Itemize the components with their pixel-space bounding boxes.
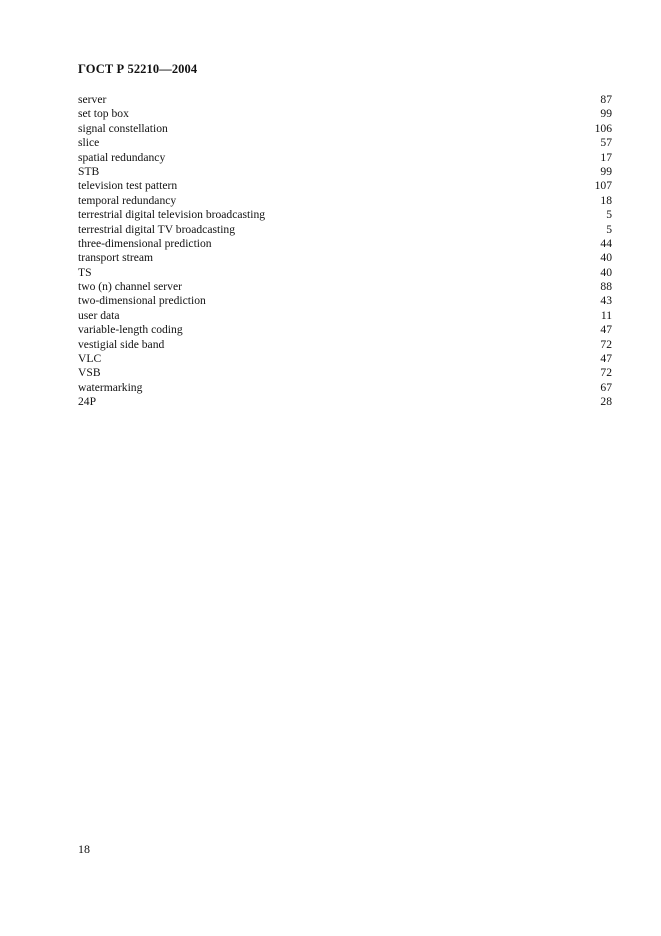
index-entry xyxy=(78,208,612,222)
index-term: user data xyxy=(78,308,120,322)
index-term: watermarking xyxy=(78,380,143,394)
index-entry xyxy=(78,280,612,294)
index-term: spatial redundancy xyxy=(78,150,166,164)
index-page-ref: 99 xyxy=(600,107,612,121)
document-header: ГОСТ Р 52210—2004 xyxy=(78,62,198,76)
index-page-ref: 18 xyxy=(600,193,612,207)
index-page-ref: 67 xyxy=(600,380,612,394)
index-entry xyxy=(78,251,612,265)
index-page-ref: 17 xyxy=(600,150,612,164)
index-entry xyxy=(78,107,612,121)
index-page-ref: 5 xyxy=(606,208,612,222)
index-page-ref: 99 xyxy=(600,164,612,178)
index-entry xyxy=(78,294,612,308)
index-page-ref: 107 xyxy=(594,179,612,193)
index-term: three-dimensional prediction xyxy=(78,236,212,250)
index-page-ref: 87 xyxy=(600,93,612,106)
index-page-ref: 106 xyxy=(594,121,612,135)
index-page-ref: 40 xyxy=(600,251,612,265)
index-entry xyxy=(78,165,612,179)
index-entry xyxy=(78,381,612,395)
index-term: slice xyxy=(78,136,100,150)
index-term: VLC xyxy=(78,352,102,366)
index-term: variable-length coding xyxy=(78,323,183,337)
index-entry xyxy=(78,223,612,237)
index-term: vestigial side band xyxy=(78,337,165,351)
index-page-ref: 44 xyxy=(600,236,612,250)
term-index-list xyxy=(78,93,612,410)
index-page-ref: 28 xyxy=(600,395,612,409)
index-term: 24P xyxy=(78,395,97,409)
index-entry xyxy=(78,136,612,150)
index-term: terrestrial digital television broadcasting xyxy=(78,208,266,222)
index-entry xyxy=(78,309,612,323)
index-term: TS xyxy=(78,265,92,279)
index-page-ref: 5 xyxy=(606,222,612,236)
index-term: two (n) channel server xyxy=(78,280,182,294)
index-term: television test pattern xyxy=(78,179,178,193)
index-entry xyxy=(78,366,612,380)
index-term: server xyxy=(78,93,107,106)
index-page-ref: 43 xyxy=(600,294,612,308)
index-page-ref: 47 xyxy=(600,352,612,366)
index-entry xyxy=(78,194,612,208)
index-term: transport stream xyxy=(78,251,154,265)
page-number: 18 xyxy=(78,842,90,856)
index-entry xyxy=(78,122,612,136)
index-term: temporal redundancy xyxy=(78,193,177,207)
index-entry xyxy=(78,338,612,352)
index-entry xyxy=(78,237,612,251)
index-term: set top box xyxy=(78,107,129,121)
index-entry xyxy=(78,179,612,193)
index-term: STB xyxy=(78,164,100,178)
index-entry xyxy=(78,323,612,337)
index-entry xyxy=(78,266,612,280)
index-page-ref: 88 xyxy=(600,280,612,294)
index-page-ref: 40 xyxy=(600,265,612,279)
index-page-ref: 72 xyxy=(600,366,612,380)
index-entry xyxy=(78,352,612,366)
index-term: VSB xyxy=(78,366,101,380)
index-page-ref: 57 xyxy=(600,136,612,150)
index-entry xyxy=(78,151,612,165)
index-page-ref: 72 xyxy=(600,337,612,351)
index-page-ref: 11 xyxy=(600,308,612,322)
index-term: two-dimensional prediction xyxy=(78,294,206,308)
index-entry xyxy=(78,93,612,107)
index-term: terrestrial digital TV broadcasting xyxy=(78,222,236,236)
index-page-ref: 47 xyxy=(600,323,612,337)
index-entry xyxy=(78,395,612,409)
index-term: signal constellation xyxy=(78,121,168,135)
